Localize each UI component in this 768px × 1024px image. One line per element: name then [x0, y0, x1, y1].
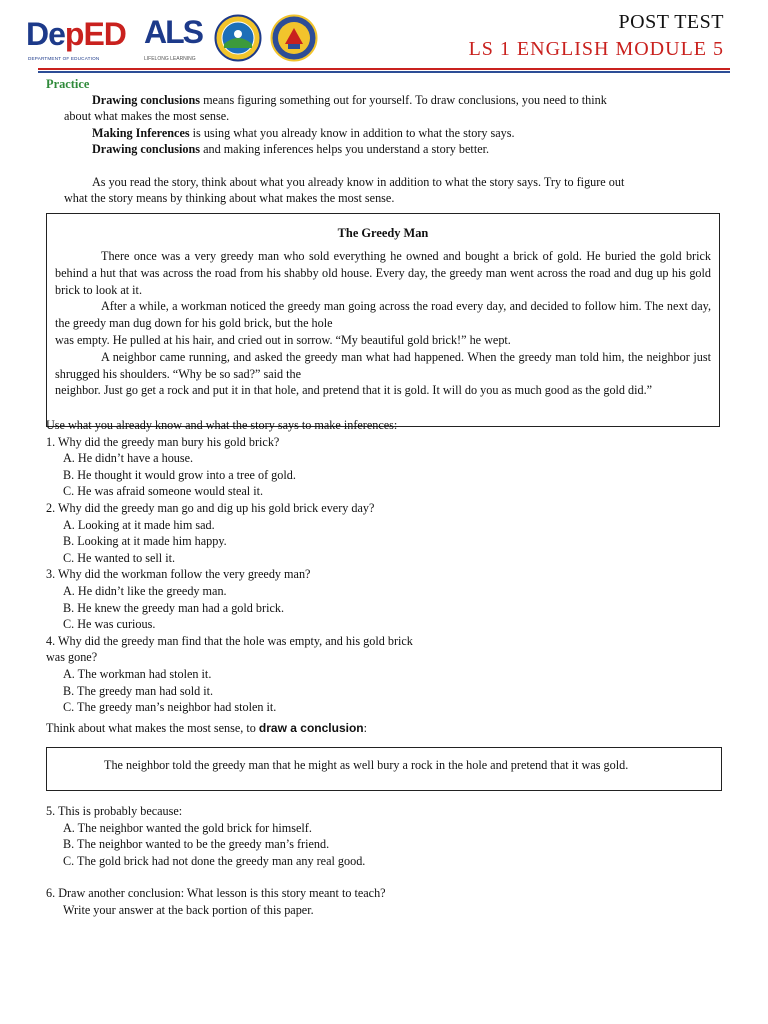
practice-heading: Practice: [46, 77, 90, 91]
term-drawing-conclusions: Drawing conclusions: [92, 93, 201, 107]
practice-paragraph-4-cont: what the story means by thinking about what makes the most sense.: [64, 191, 395, 206]
story-paragraph-1: There once was a very greedy man who sold everything he owned and bought a brick of gold. He buried the gold brick behind a hut that was across the road from his shabby old house. Every day, the greedy man went across the road and dug up his gold brick to look at it.: [55, 249, 711, 297]
als-logo-subtitle: LIFELONG LEARNING: [144, 56, 196, 62]
deped-logo-word: DepED: [26, 16, 126, 52]
story-paragraph-2: After a while, a workman noticed the greedy man going across the road every day, and decided to follow him. The next day, the greedy man dug down for his gold brick, but the hole: [55, 299, 711, 331]
practice-paragraph-3: [46, 141, 726, 157]
choice-1c[interactable]: C. He was afraid someone would steal it.: [63, 484, 264, 499]
question-3: 3. Why did the workman follow the very greedy man?: [46, 567, 311, 582]
choice-5c[interactable]: C. The gold brick had not done the greedy man any real good.: [63, 853, 366, 868]
conclusion-text: The neighbor told the greedy man that he might as well bury a rock in the hole and pretend that it was gold.: [104, 758, 629, 772]
als-logo-word: ALS: [144, 14, 202, 50]
spacer: [46, 869, 726, 885]
term-making-inferences: Making Inferences: [92, 125, 190, 140]
practice-section: [46, 76, 726, 206]
division-seal-icon: [214, 14, 262, 62]
header-divider-red: [38, 68, 730, 70]
question-6-instruction: Write your answer at the back portion of this paper.: [63, 902, 314, 917]
question-2: 2. Why did the greedy man go and dig up his gold brick every day?: [46, 500, 375, 515]
choice-2c[interactable]: C. He wanted to sell it.: [63, 550, 176, 565]
story-box: [46, 213, 720, 427]
definition-text: means figuring something out for yourself. To draw conclusions, you need to think: [200, 93, 607, 107]
header-divider-blue: [38, 71, 730, 73]
question-1: 1. Why did the greedy man bury his gold brick?: [46, 434, 280, 449]
question-6: 6. Draw another conclusion: What lesson is this story meant to teach?: [46, 886, 386, 901]
module-title: LS 1 ENGLISH MODULE 5: [468, 38, 724, 60]
choice-5b[interactable]: B. The neighbor wanted to be the greedy man’s friend.: [63, 837, 330, 852]
term-drawing-conclusions: Drawing conclusions: [92, 142, 201, 157]
choice-3a[interactable]: A. He didn’t like the greedy man.: [63, 583, 227, 598]
conclusion-instruction-text: Think about what makes the most sense, to: [46, 721, 259, 735]
inference-instruction: Use what you already know and what the story says to make inferences:: [46, 418, 398, 432]
conclusion-instruction-colon: :: [363, 721, 368, 735]
definition-text: and making inferences helps you understand a story better.: [200, 142, 490, 157]
choice-2a[interactable]: A. Looking at it made him sad.: [63, 517, 215, 532]
story-paragraph-3-cont: neighbor. Just go get a rock and put it in that hole, and pretend that it is gold. It will do you as much good as the gold did.”: [55, 383, 653, 398]
deped-logo: [26, 10, 134, 66]
story-paragraph-3: A neighbor came running, and asked the greedy man what had happened. When the greedy man told him, the neighbor just shrugged his shoulders. “Why be so sad?” said the: [55, 349, 711, 381]
definition-text: is using what you already know in addition to what the story says.: [189, 125, 515, 140]
practice-paragraph-4: As you read the story, think about what you already know in addition to what the story says. Try to figure out: [92, 174, 625, 189]
choice-1b[interactable]: B. He thought it would grow into a tree of gold.: [63, 467, 296, 482]
choice-5a[interactable]: A. The neighbor wanted the gold brick for himself.: [63, 820, 312, 835]
choice-3b[interactable]: B. He knew the greedy man had a gold brick.: [63, 600, 284, 615]
questions-section: [46, 417, 726, 716]
deped-logo-subtitle: DEPARTMENT OF EDUCATION: [28, 56, 100, 61]
choice-2b[interactable]: B. Looking at it made him happy.: [63, 534, 227, 549]
choice-4c[interactable]: C. The greedy man’s neighbor had stolen it.: [63, 700, 277, 715]
story-title: The Greedy Man: [337, 226, 429, 240]
conclusion-instruction: [46, 720, 367, 736]
als-logo: [140, 10, 206, 66]
school-seal-icon: [270, 14, 318, 62]
story-paragraph-2-cont: was empty. He pulled at his hair, and cried out in sorrow. “My beautiful gold brick!” he wept.: [55, 332, 511, 347]
header-titles: [469, 10, 724, 62]
conclusion-instruction-bold: draw a conclusion: [258, 721, 364, 735]
post-test-title: POST TEST: [618, 11, 724, 33]
question-4-cont: was gone?: [46, 650, 98, 665]
choice-4b[interactable]: B. The greedy man had sold it.: [63, 683, 214, 698]
story-body: [55, 248, 711, 399]
practice-paragraph-1: [46, 92, 726, 108]
spacer: [46, 158, 726, 174]
practice-paragraph-1-cont: about what makes the most sense.: [64, 109, 230, 124]
question-5: 5. This is probably because:: [46, 804, 183, 818]
logo-group: [26, 10, 318, 66]
choice-3c[interactable]: C. He was curious.: [63, 617, 156, 632]
choice-1a[interactable]: A. He didn’t have a house.: [63, 451, 194, 466]
page-header: [0, 0, 768, 74]
practice-paragraph-2: [46, 125, 726, 141]
question-4: 4. Why did the greedy man find that the hole was empty, and his gold brick: [46, 633, 413, 648]
conclusion-box: [46, 747, 722, 791]
choice-4a[interactable]: A. The workman had stolen it.: [63, 666, 212, 681]
questions-section-2: [46, 803, 726, 919]
